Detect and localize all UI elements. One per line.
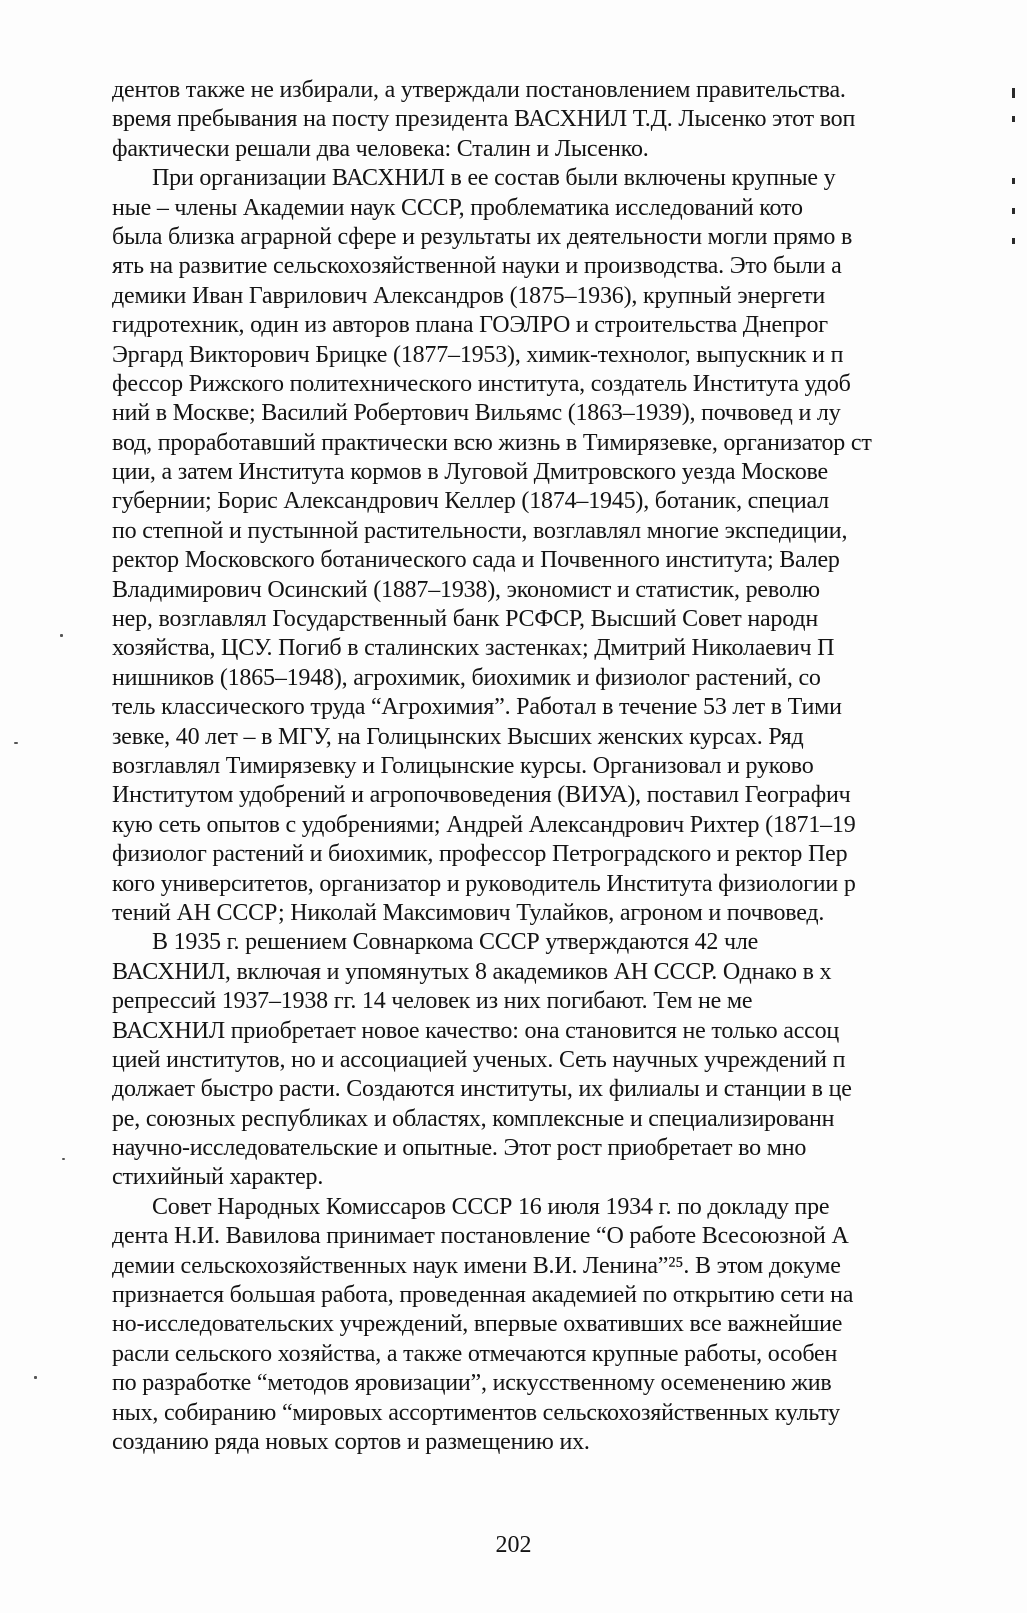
- scan-speck: [34, 1376, 37, 1379]
- text-line: кого университетов, организатор и руководитель Института физиологии р: [112, 870, 856, 897]
- text-line: ные – члены Академии наук СССР, проблематика исследований кото: [112, 194, 803, 221]
- text-line: должает быстро расти. Создаются институты, их филиалы и станции в це: [112, 1076, 852, 1103]
- text-line: ний в Москве; Василий Робертович Вильямс (1863–1939), почвовед и лу: [112, 400, 841, 427]
- text-line: ре, союзных республиках и областях, комплексные и специализированн: [112, 1105, 835, 1132]
- text-line: зевке, 40 лет – в МГУ, на Голицынских Высших женских курсах. Ряд: [112, 723, 804, 750]
- text-line: ных, собиранию “мировых ассортиментов сельскохозяйственных культу: [112, 1399, 840, 1426]
- text-line: губернии; Борис Александрович Келлер (1874–1945), ботаник, специал: [112, 488, 829, 515]
- text-line: физиолог растений и биохимик, профессор Петроградского и ректор Пер: [112, 841, 848, 868]
- text-line: гидротехник, один из авторов плана ГОЭЛРО и строительства Днепрог: [112, 312, 828, 339]
- page-text-column: [112, 76, 984, 1546]
- text-line: Институтом удобрений и агропочвоведения (ВИУА), поставил Географич: [112, 782, 851, 809]
- text-line: кую сеть опытов с удобрениями; Андрей Александрович Рихтер (1871–19: [112, 811, 856, 838]
- text-line: Совет Народных Комиссаров СССР 16 июля 1934 г. по докладу пре: [152, 1193, 830, 1220]
- text-line: тель классического труда “Агрохимия”. Работал в течение 53 лет в Тими: [112, 694, 842, 721]
- text-line: признается большая работа, проведенная академией по открытию сети на: [112, 1282, 854, 1309]
- text-line: созданию ряда новых сортов и размещению их.: [112, 1428, 590, 1455]
- text-line: цией институтов, но и ассоциацией ученых. Сеть научных учреждений п: [112, 1046, 846, 1073]
- text-line: нишников (1865–1948), агрохимик, биохимик и физиолог растений, со: [112, 664, 821, 691]
- text-line: фактически решали два человека: Сталин и Лысенко.: [112, 135, 649, 162]
- text-line: по степной и пустынной растительности, возглавлял многие экспедиции,: [112, 517, 848, 544]
- text-line: фессор Рижского политехнического института, создатель Института удоб: [112, 370, 851, 397]
- scan-speck: [14, 742, 18, 744]
- text-line: нер, возглавлял Государственный банк РСФСР, Высший Совет народн: [112, 606, 818, 633]
- text-line: ВАСХНИЛ, включая и упомянутых 8 академиков АН СССР. Однако в х: [112, 958, 832, 985]
- text-line: В 1935 г. решением Совнаркома СССР утверждаются 42 чле: [152, 929, 759, 956]
- text-line: Владимирович Осинский (1887–1938), экономист и статистик, револю: [112, 576, 820, 603]
- text-line: Эргард Викторович Брицке (1877–1953), химик-технолог, выпускник и п: [112, 341, 844, 368]
- text-line: хозяйства, ЦСУ. Погиб в сталинских застенках; Дмитрий Николаевич П: [112, 635, 835, 662]
- text-line: При организации ВАСХНИЛ в ее состав были включены крупные у: [152, 165, 836, 192]
- text-line: но-исследовательских учреждений, впервые охвативших все важнейшие: [112, 1311, 843, 1338]
- text-line: демии сельскохозяйственных наук имени В.И. Ленина”²⁵. В этом докуме: [112, 1252, 841, 1279]
- text-line: ять на развитие сельскохозяйственной науки и производства. Это были а: [112, 253, 842, 280]
- text-line: время пребывания на посту президента ВАСХНИЛ Т.Д. Лысенко этот воп: [112, 106, 856, 133]
- text-line: репрессий 1937–1938 гг. 14 человек из них погибают. Тем не ме: [112, 988, 753, 1015]
- text-line: демики Иван Гаврилович Александров (1875–1936), крупный энергети: [112, 282, 826, 309]
- text-line: стихийный характер.: [112, 1164, 324, 1191]
- text-line: была близка аграрной сфере и результаты их деятельности могли прямо в: [112, 223, 853, 250]
- text-line: дентов также не избирали, а утверждали постановлением правительства.: [112, 77, 846, 103]
- text-line: возглавлял Тимирязевку и Голицынские курсы. Организовал и руково: [112, 752, 814, 779]
- text-line: дента Н.И. Вавилова принимает постановление “О работе Всесоюзной А: [112, 1223, 849, 1250]
- scan-speck: [60, 634, 63, 637]
- text-line: расли сельского хозяйства, а также отмечаются крупные работы, особен: [112, 1340, 838, 1367]
- text-line: тений АН СССР; Николай Максимович Тулайков, агроном и почвовед.: [112, 899, 825, 926]
- text-line: ВАСХНИЛ приобретает новое качество: она становится не только ассоц: [112, 1017, 840, 1044]
- text-line: по разработке “методов яровизации”, искусственному осеменению жив: [112, 1370, 832, 1397]
- text-line: научно-исследовательские и опытные. Этот рост приобретает во мно: [112, 1135, 807, 1162]
- page-number: 202: [495, 1532, 532, 1558]
- text-line: ректор Московского ботанического сада и Почвенного института; Валер: [112, 547, 840, 574]
- text-line: вод, проработавший практически всю жизнь в Тимирязевке, организатор ст: [112, 429, 872, 456]
- text-line: ции, а затем Института кормов в Луговой Дмитровского уезда Москове: [112, 459, 828, 486]
- scan-speck: [62, 1158, 65, 1160]
